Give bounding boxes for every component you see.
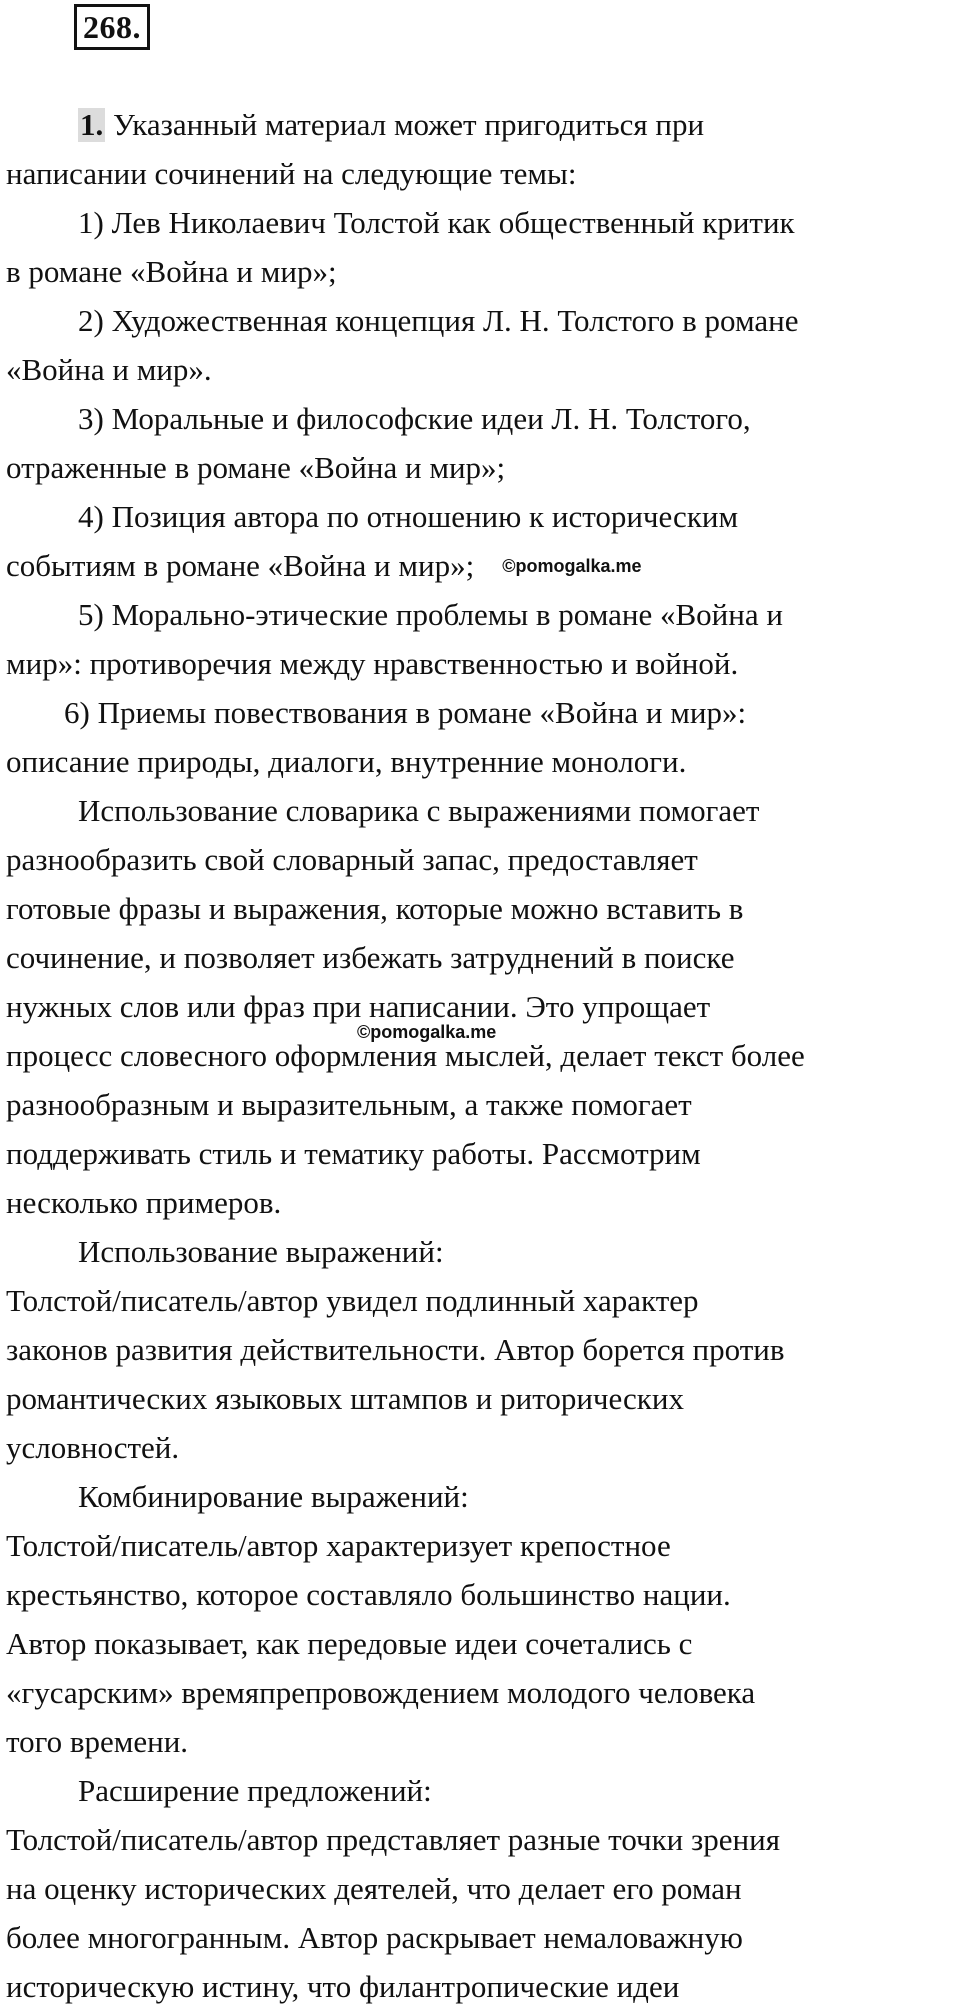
topic-3-line-2: отраженные в романе «Война и мир»;: [6, 450, 506, 485]
topic-4-line-2: [6, 541, 956, 590]
expanding-line-4: историческую истину, что филантропические идеи: [6, 1969, 680, 2004]
section-heading-usage: Использование выражений:: [78, 1234, 444, 1269]
combining-line-3: Автор показывает, как передовые идеи сочетались с: [6, 1626, 693, 1661]
topic-1-line-1: 1) Лев Николаевич Толстой как общественный критик: [78, 205, 795, 240]
paragraph-1-line-4: сочинение, и позволяет избежать затруднений в поиске: [6, 940, 735, 975]
topic-2-line-2: «Война и мир».: [6, 352, 212, 387]
section-heading-expanding: Расширение предложений:: [78, 1773, 432, 1808]
expanding-line-1: Толстой/писатель/автор представляет разные точки зрения: [6, 1822, 780, 1857]
topic-4-line-2-content: событиям в романе «Война и мир»;: [6, 548, 475, 583]
task-number-box: 268.: [74, 4, 150, 50]
topic-5-line-2: мир»: противоречия между нравственностью и войной.: [6, 646, 739, 681]
text-line-1-content: Указанный материал может пригодиться при: [113, 107, 705, 142]
topic-1-line-2: в романе «Война и мир»;: [6, 254, 337, 289]
combining-line-2: крестьянство, которое составляло большинство нации.: [6, 1577, 731, 1612]
paragraph-1-line-9: несколько примеров.: [6, 1185, 282, 1220]
section-heading-combining: Комбинирование выражений:: [78, 1479, 469, 1514]
paragraph-1-line-3: готовые фразы и выражения, которые можно вставить в: [6, 891, 744, 926]
topic-3-line-1: 3) Моральные и философские идеи Л. Н. Толстого,: [78, 401, 751, 436]
paragraph-1-line-6: процесс словесного оформления мыслей, делает текст более: [6, 1038, 805, 1073]
usage-line-3: романтических языковых штампов и риторических: [6, 1381, 684, 1416]
expanding-line-3: более многогранным. Автор раскрывает немаловажную: [6, 1920, 743, 1955]
topic-6-line-1: 6) Приемы повествования в романе «Война и мир»:: [64, 695, 747, 730]
topic-6-line-2: описание природы, диалоги, внутренние монологи.: [6, 744, 687, 779]
combining-line-4: «гусарским» времяпрепровождением молодого человека: [6, 1675, 756, 1710]
text-line-1: [6, 100, 956, 149]
expanding-line-2: на оценку исторических деятелей, что делает его роман: [6, 1871, 742, 1906]
paragraph-1-line-1: Использование словарика с выражениями помогает: [78, 793, 760, 828]
topic-4-line-1: 4) Позиция автора по отношению к историческим: [78, 499, 739, 534]
watermark-overlay: ©pomogalka.me: [357, 1022, 497, 1042]
combining-line-5: того времени.: [6, 1724, 189, 1759]
watermark-inline: ©pomogalka.me: [502, 556, 642, 576]
answer-text: [6, 100, 956, 2011]
paragraph-1-line-8: поддерживать стиль и тематику работы. Рассмотрим: [6, 1136, 701, 1171]
paragraph-1-line-7: разнообразным и выразительным, а также помогает: [6, 1087, 692, 1122]
topic-2-line-1: 2) Художественная концепция Л. Н. Толстого в романе: [78, 303, 799, 338]
combining-line-1: Толстой/писатель/автор характеризует крепостное: [6, 1528, 671, 1563]
usage-line-1: Толстой/писатель/автор увидел подлинный характер: [6, 1283, 699, 1318]
paragraph-1-line-2: разнообразить свой словарный запас, предоставляет: [6, 842, 698, 877]
part-number: 1.: [80, 107, 104, 142]
paragraph-1-line-5: нужных слов или фраз при написании. Это упрощает: [6, 989, 711, 1024]
text-line-2: написании сочинений на следующие темы:: [6, 156, 577, 191]
usage-line-4: условностей.: [6, 1430, 180, 1465]
usage-line-2: законов развития действительности. Автор борется против: [6, 1332, 785, 1367]
topic-5-line-1: 5) Морально-этические проблемы в романе «Война и: [78, 597, 783, 632]
